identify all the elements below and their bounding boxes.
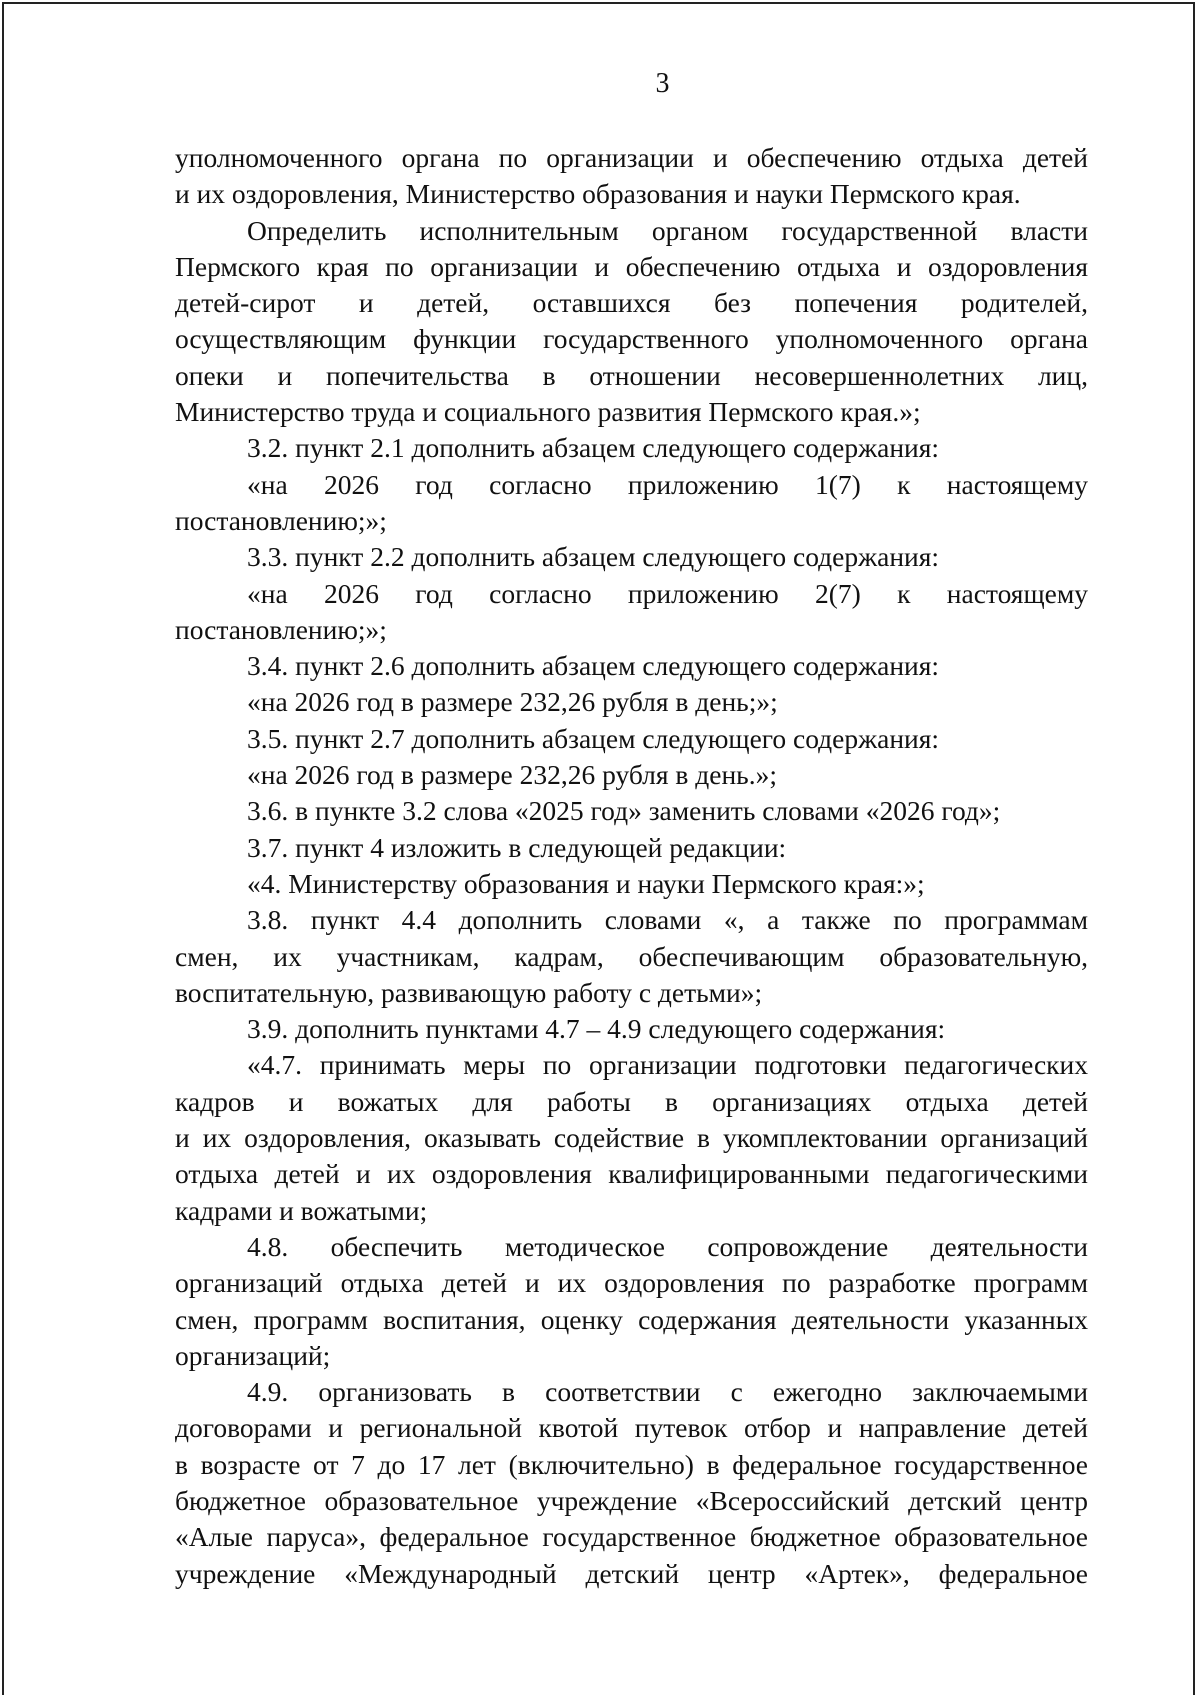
text-line: «на 2026 год в размере 232,26 рубля в день;»; — [247, 686, 778, 718]
text-line: и их оздоровления, Министерство образования и науки Пермского края. — [175, 178, 1021, 210]
text-line: «на 2026 год согласно приложению 1(7) к настоящему — [247, 468, 1088, 500]
page-number: 3 — [655, 68, 670, 99]
text-line: постановлению;»; — [175, 613, 387, 645]
text-line: кадров и вожатых для работы в организациях отдыха детей — [175, 1085, 1088, 1117]
text-line: детей-сирот и детей, оставшихся без попечения родителей, — [175, 287, 1088, 319]
text-line: Определить исполнительным органом государственной власти — [247, 214, 1088, 246]
document-body — [175, 140, 1088, 1592]
text-line: «4. Министерству образования и науки Пермского края:»; — [247, 867, 925, 899]
text-line: уполномоченного органа по организации и обеспечению отдыха детей — [175, 142, 1088, 173]
text-line: осуществляющим функции государственного уполномоченного органа — [175, 323, 1088, 355]
text-line: организаций отдыха детей и их оздоровления по разработке программ — [175, 1267, 1088, 1299]
text-line: Пермского края по организации и обеспечению отдыха и оздоровления — [175, 250, 1088, 282]
text-line: и их оздоровления, оказывать содействие в укомплектовании организаций — [175, 1122, 1088, 1154]
text-line: в возрасте от 7 до 17 лет (включительно) в федеральное государственное — [175, 1448, 1088, 1480]
text-line: 3.3. пункт 2.2 дополнить абзацем следующего содержания: — [247, 541, 940, 573]
text-line: 4.9. организовать в соответствии с ежегодно заключаемыми — [247, 1376, 1088, 1408]
text-line: отдыха детей и их оздоровления квалифицированными педагогическими — [175, 1158, 1088, 1190]
text-line: 3.4. пункт 2.6 дополнить абзацем следующего содержания: — [247, 650, 940, 682]
text-line: 3.9. дополнить пунктами 4.7 – 4.9 следующего содержания: — [247, 1013, 946, 1045]
text-line: «на 2026 год согласно приложению 2(7) к настоящему — [247, 577, 1088, 609]
text-line: организаций; — [175, 1339, 331, 1371]
text-line: «на 2026 год в размере 232,26 рубля в день.»; — [247, 759, 777, 791]
text-line: бюджетное образовательное учреждение «Всероссийский детский центр — [175, 1484, 1088, 1516]
text-line: кадрами и вожатыми; — [175, 1194, 428, 1226]
text-line: 3.5. пункт 2.7 дополнить абзацем следующего содержания: — [247, 722, 940, 754]
text-line: 4.8. обеспечить методическое сопровождение деятельности — [247, 1230, 1088, 1262]
text-line: смен, программ воспитания, оценку содержания деятельности указанных — [175, 1303, 1088, 1335]
text-line: договорами и региональной квотой путевок отбор и направление детей — [175, 1412, 1088, 1444]
text-line: опеки и попечительства в отношении несовершеннолетних лиц, — [175, 359, 1088, 391]
text-line: 3.8. пункт 4.4 дополнить словами «, а также по программам — [247, 904, 1088, 936]
text-line: Министерство труда и социального развития Пермского края.»; — [175, 396, 921, 428]
text-line: 3.2. пункт 2.1 дополнить абзацем следующего содержания: — [247, 432, 940, 464]
text-line: воспитательную, развивающую работу с детьми»; — [175, 976, 763, 1008]
text-line: «Алые паруса», федеральное государственное бюджетное образовательное — [175, 1521, 1088, 1553]
text-line: 3.7. пункт 4 изложить в следующей редакции: — [247, 831, 787, 863]
text-line: учреждение «Международный детский центр «Артек», федеральное — [175, 1557, 1088, 1589]
text-line: смен, их участникам, кадрам, обеспечивающим образовательную, — [175, 940, 1088, 972]
text-line: «4.7. принимать меры по организации подготовки педагогических — [247, 1049, 1088, 1081]
text-line: 3.6. в пункте 3.2 слова «2025 год» заменить словами «2026 год»; — [247, 795, 1001, 827]
text-line: постановлению;»; — [175, 504, 387, 536]
